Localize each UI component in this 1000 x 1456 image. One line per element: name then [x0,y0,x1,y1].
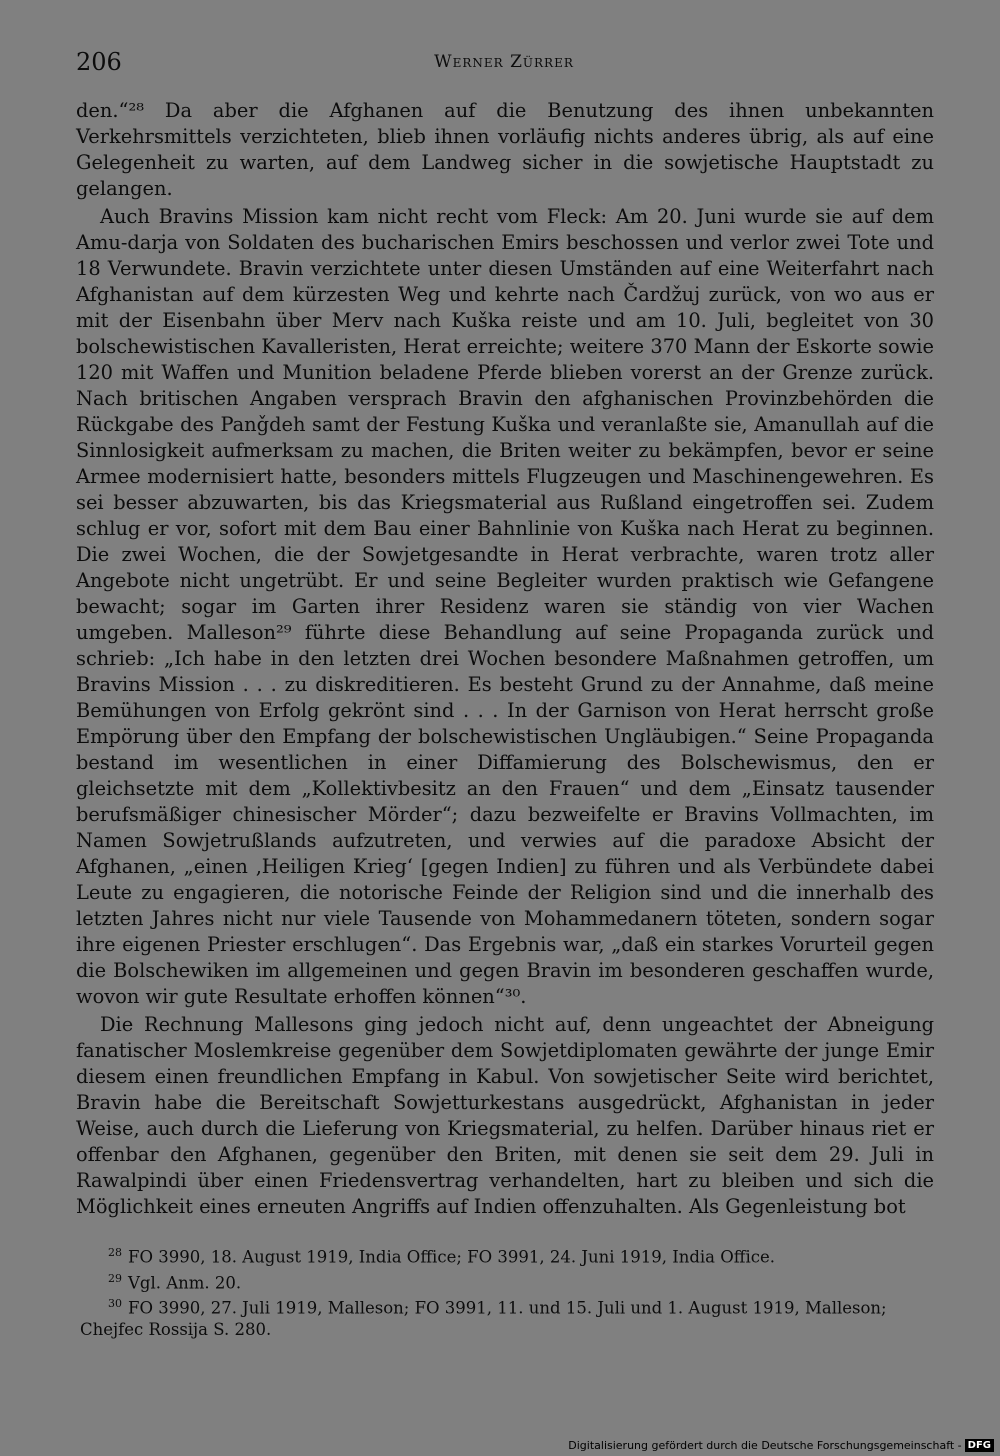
digitization-credit [568,1439,994,1452]
paragraph: Auch Bravins Mission kam nicht recht vom Fleck: Am 20. Juni wurde sie auf dem Amu-darja von Soldaten des bucharischen Emirs beschossen und verlor zwei Tote und 18 Verwundete. Bravin verzichtete unter diesen Umständen auf eine Weiterfahrt nach Afghanistan auf dem kürzesten Weg und kehrte nach Čardžuj zurück, von wo aus er mit der Eisenbahn über Merv nach Kuška reiste und am 10. Juli, begleitet von 30 bolschewistischen Kavalleristen, Herat erreichte; weitere 370 Mann der Eskorte sowie 120 mit Waffen und Munition beladene Pferde blieben vorerst an der Grenze zurück. Nach britischen Angaben versprach Bravin den afghanischen Provinzbehörden die Rückgabe des Panǧdeh samt der Festung Kuška und veranlaßte sie, Amanullah auf die Sinnlosigkeit aufmerksam zu machen, die Briten weiter zu bekämpfen, bevor er seine Armee modernisiert hatte, besonders mittels Flugzeugen und Maschinengewehren. Es sei besser abzuwarten, bis das Kriegsmaterial aus Rußland eingetroffen sei. Zudem schlug er vor, sofort mit dem Bau einer Bahnlinie von Kuška nach Herat zu beginnen. Die zwei Wochen, die der Sowjetgesandte in Herat verbrachte, waren trotz aller Angebote nicht ungetrübt. Er und seine Begleiter wurden praktisch wie Gefangene bewacht; sogar im Garten ihrer Residenz waren sie ständig von vier Wachen umgeben. Malleson²⁹ führte diese Behandlung auf seine Propaganda zurück und schrieb: „Ich habe in den letzten drei Wochen besondere Maßnahmen getroffen, um Bravins Mission . . . zu diskreditieren. Es besteht Grund zu der Annahme, daß meine Bemühungen von Erfolg gekrönt sind . . . In der Garnison von Herat herrscht große Empörung über den Empfang der bolschewistischen Ungläubigen.“ Seine Propaganda bestand im wesentlichen in einer Diffamierung des Bolschewismus, den er gleichsetzte mit dem „Kollektivbesitz an den Frauen“ und dem „Einsatz tausender berufsmäßiger chinesischer Mörder“; dazu bezweifelte er Bravins Vollmachten, im Namen Sowjetrußlands aufzutreten, und verwies auf die paradoxe Absicht der Afghanen, „einen ‚Heiligen Krieg‘ [gegen Indien] zu führen und als Verbündete dabei Leute zu engagieren, die notorische Feinde der Religion sind und die innerhalb des letzten Jahres nicht nur viele Tausende von Mohammedanern töteten, sondern sogar ihre eigenen Priester erschlugen“. Das Ergebnis war, „daß ein starkes Vorurteil gegen die Bolschewiken im allgemeinen und gegen Bravin im besonderen geschaffen wurde, wovon wir gute Resultate erhoffen können“³⁰. [76,205,934,1008]
credit-text: Digitalisierung gefördert durch die Deutsche Forschungsgemeinschaft - [568,1439,962,1452]
dfg-logo: DFG [965,1439,994,1452]
footnote-mark: 28 [108,1246,122,1259]
footnote [80,1242,936,1268]
page-number: 206 [76,48,122,76]
footnotes [80,1242,936,1340]
running-head: Werner Zürrer [434,52,574,72]
paragraph: den.“²⁸ Da aber die Afghanen auf die Benutzung des ihnen unbekannten Verkehrsmittels verzichteten, blieb ihnen vorläufig nichts anderes übrig, als auf eine Gelegenheit zu warten, auf dem Landweg sicher in die sowjetische Hauptstadt zu gelangen. [76,99,934,200]
page-header [76,48,932,84]
footnote [80,1268,936,1294]
footnote-mark: 29 [108,1271,122,1285]
body-text [76,98,934,1220]
paragraph: Die Rechnung Mallesons ging jedoch nicht auf, denn ungeachtet der Abneigung fanatischer Moslemkreise gegenüber dem Sowjetdiplomaten gewährte der junge Emir diesem einen freundlichen Empfang in Kabul. Von sowjetischer Seite wird berichtet, Bravin habe die Bereitschaft Sowjetturkestans ausgedrückt, Afghanistan in jeder Weise, auch durch die Lieferung von Kriegsmaterial, zu helfen. Darüber hinaus riet er offenbar den Afghanen, gegenüber den Briten, mit denen sie seit dem 29. Juli in Rawalpindi über einen Friedensvertrag verhandelten, hart zu bleiben und sich die Möglichkeit eines erneuten Angriffs auf Indien offenzuhalten. Als Gegenleistung bot [76,1013,934,1218]
footnote-mark: 30 [108,1297,122,1310]
footnote-text: Vgl. Anm. 20. [128,1273,242,1292]
footnote-text: FO 3990, 27. Juli 1919, Malleson; FO 3991, 11. und 15. Juli und 1. August 1919, Malleson; Chejfec Rossija S. 280. [80,1298,887,1339]
footnote [80,1293,936,1340]
footnote-text: FO 3990, 18. August 1919, India Office; FO 3991, 24. Juni 1919, India Office. [128,1247,776,1267]
